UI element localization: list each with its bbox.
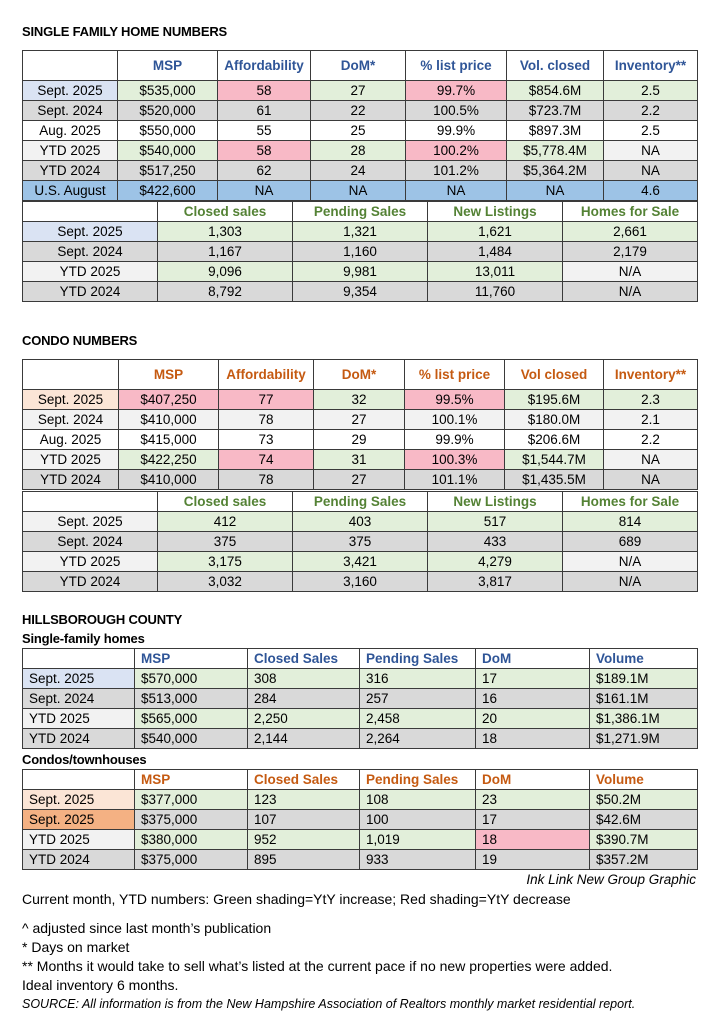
cell: $422,600 [118, 181, 218, 201]
cell: 107 [248, 810, 360, 830]
cell: 1,167 [158, 242, 293, 262]
cell: $854.6M [507, 81, 604, 101]
header-closed-sales: Closed Sales [248, 649, 360, 669]
table-row [23, 101, 698, 121]
row-label: YTD 2025 [23, 830, 135, 850]
header-msp: MSP [119, 360, 219, 390]
cell: 9,096 [158, 262, 293, 282]
sf-main-table [22, 50, 698, 201]
cell: 20 [476, 709, 590, 729]
row-label: YTD 2024 [23, 161, 118, 181]
cell: 2.2 [604, 101, 698, 121]
cell: 17 [476, 669, 590, 689]
table-row-us [23, 181, 698, 201]
header-dom: DoM [476, 770, 590, 790]
condo-main-table [22, 359, 698, 490]
cell: $1,435.5M [505, 470, 604, 490]
cell: 1,321 [293, 222, 428, 242]
cell: N/A [563, 552, 698, 572]
header-affordability: Affordability [219, 360, 314, 390]
header-cell [23, 51, 118, 81]
table-row [23, 669, 698, 689]
cell: 2,458 [360, 709, 476, 729]
row-label: Sept. 2024 [23, 689, 135, 709]
header-list-price: % list price [406, 51, 507, 81]
cell: 4,279 [428, 552, 563, 572]
cell: 18 [476, 729, 590, 749]
row-label: YTD 2025 [23, 141, 118, 161]
cell: 11,760 [428, 282, 563, 302]
cell: N/A [563, 572, 698, 592]
header-cell [23, 360, 119, 390]
cell: $410,000 [119, 410, 219, 430]
cell: 1,019 [360, 830, 476, 850]
cell: 9,354 [293, 282, 428, 302]
cell: $550,000 [118, 121, 218, 141]
cell: 3,817 [428, 572, 563, 592]
cell: 3,160 [293, 572, 428, 592]
cell: 284 [248, 689, 360, 709]
cell: 77 [219, 390, 314, 410]
cell: 31 [314, 450, 405, 470]
cell: 101.2% [406, 161, 507, 181]
table-row [23, 572, 698, 592]
cell: 403 [293, 512, 428, 532]
note-inventory: ** Months it would take to sell what’s listed at the current pace if no new properties were added. [22, 958, 613, 974]
table-row [23, 121, 698, 141]
table-row [23, 450, 698, 470]
table-header-row [23, 360, 698, 390]
header-vol-closed: Vol closed [505, 360, 604, 390]
cell: 952 [248, 830, 360, 850]
cell: $897.3M [507, 121, 604, 141]
hillsborough-condo-table [22, 769, 698, 870]
cell: 108 [360, 790, 476, 810]
cell: 2,264 [360, 729, 476, 749]
cell: 2,661 [563, 222, 698, 242]
cell: 689 [563, 532, 698, 552]
cell: 16 [476, 689, 590, 709]
cell: 62 [218, 161, 311, 181]
cell: $540,000 [118, 141, 218, 161]
table-row [23, 390, 698, 410]
table-header-row [23, 202, 698, 222]
cell: 2.2 [604, 430, 698, 450]
header-closed-sales: Closed sales [158, 492, 293, 512]
table-row [23, 552, 698, 572]
header-dom: DoM* [314, 360, 405, 390]
cell: 23 [476, 790, 590, 810]
cell: $565,000 [135, 709, 248, 729]
cell: 316 [360, 669, 476, 689]
cell: 61 [218, 101, 311, 121]
cell: 1,160 [293, 242, 428, 262]
row-label: Aug. 2025 [23, 430, 119, 450]
cell: 99.9% [405, 430, 505, 450]
header-pending-sales: Pending Sales [293, 492, 428, 512]
cell: 100 [360, 810, 476, 830]
cell: NA [218, 181, 311, 201]
cell: $410,000 [119, 470, 219, 490]
cell: 58 [218, 141, 311, 161]
header-inventory: Inventory** [604, 360, 698, 390]
cell: N/A [563, 282, 698, 302]
note-ideal-inventory: Ideal inventory 6 months. [22, 977, 179, 993]
cell: $180.0M [505, 410, 604, 430]
header-homes-for-sale: Homes for Sale [563, 492, 698, 512]
row-label: Sept. 2024 [23, 101, 118, 121]
row-label: YTD 2025 [23, 709, 135, 729]
cell: 123 [248, 790, 360, 810]
cell: 100.3% [405, 450, 505, 470]
table-row [23, 810, 698, 830]
header-cell [23, 649, 135, 669]
cell: 375 [158, 532, 293, 552]
header-pending-sales: Pending Sales [293, 202, 428, 222]
cell: 22 [311, 101, 406, 121]
cell: 4.6 [604, 181, 698, 201]
row-label: U.S. August [23, 181, 118, 201]
cell: $422,250 [119, 450, 219, 470]
cell: 2.5 [604, 81, 698, 101]
cell: $42.6M [590, 810, 698, 830]
row-label: YTD 2024 [23, 470, 119, 490]
cell: 29 [314, 430, 405, 450]
cell: $377,000 [135, 790, 248, 810]
cell: 9,981 [293, 262, 428, 282]
table-row [23, 709, 698, 729]
header-msp: MSP [135, 770, 248, 790]
cell: 99.5% [405, 390, 505, 410]
cell: 2.1 [604, 410, 698, 430]
cell: $517,250 [118, 161, 218, 181]
cell: 27 [314, 470, 405, 490]
cell: 101.1% [405, 470, 505, 490]
cell: $1,386.1M [590, 709, 698, 729]
header-vol-closed: Vol. closed [507, 51, 604, 81]
header-volume: Volume [590, 770, 698, 790]
cell: 55 [218, 121, 311, 141]
row-label: YTD 2024 [23, 572, 158, 592]
row-label: Sept. 2025 [23, 512, 158, 532]
cell: 19 [476, 850, 590, 870]
table-row [23, 850, 698, 870]
cell: $535,000 [118, 81, 218, 101]
cell: 24 [311, 161, 406, 181]
cell: 78 [219, 470, 314, 490]
cell: $206.6M [505, 430, 604, 450]
cell: NA [604, 141, 698, 161]
cell: 1,484 [428, 242, 563, 262]
table-row [23, 532, 698, 552]
cell: 412 [158, 512, 293, 532]
cell: 17 [476, 810, 590, 830]
row-label: Sept. 2024 [23, 242, 158, 262]
cell: $1,544.7M [505, 450, 604, 470]
header-closed-sales: Closed Sales [248, 770, 360, 790]
cell: $50.2M [590, 790, 698, 810]
note-caret: ^ adjusted since last month’s publication [22, 920, 272, 936]
table-row [23, 242, 698, 262]
row-label: YTD 2025 [23, 262, 158, 282]
cell: $407,250 [119, 390, 219, 410]
cell: N/A [563, 262, 698, 282]
cell: 933 [360, 850, 476, 870]
header-pending-sales: Pending Sales [360, 770, 476, 790]
cell: 2,179 [563, 242, 698, 262]
table-header-row [23, 492, 698, 512]
cell: NA [507, 181, 604, 201]
hillsborough-title: HILLSBOROUGH COUNTY [22, 612, 183, 627]
cell: 257 [360, 689, 476, 709]
cell: $570,000 [135, 669, 248, 689]
cell: NA [406, 181, 507, 201]
hillsborough-sf-subtitle: Single-family homes [22, 631, 145, 646]
note-days-on-market: * Days on market [22, 939, 130, 955]
cell: 100.5% [406, 101, 507, 121]
condo-section-title: CONDO NUMBERS [22, 333, 138, 348]
cell: 3,032 [158, 572, 293, 592]
row-label: Sept. 2024 [23, 410, 119, 430]
row-label: Sept. 2025 [23, 390, 119, 410]
header-pending-sales: Pending Sales [360, 649, 476, 669]
cell: 2,144 [248, 729, 360, 749]
cell: $195.6M [505, 390, 604, 410]
header-inventory: Inventory** [604, 51, 698, 81]
cell: NA [604, 450, 698, 470]
table-row [23, 830, 698, 850]
graphic-credit: Ink Link New Group Graphic [526, 872, 696, 887]
table-row [23, 161, 698, 181]
cell: 25 [311, 121, 406, 141]
hillsborough-condo-subtitle: Condos/townhouses [22, 752, 147, 767]
table-row [23, 729, 698, 749]
cell: $723.7M [507, 101, 604, 121]
row-label: Sept. 2025 [23, 669, 135, 689]
cell: 517 [428, 512, 563, 532]
cell: 2,250 [248, 709, 360, 729]
source-note: SOURCE: All information is from the New Hampshire Association of Realtors monthly market residential report. [22, 997, 636, 1011]
cell: $357.2M [590, 850, 698, 870]
table-row [23, 790, 698, 810]
header-new-listings: New Listings [428, 202, 563, 222]
cell: 32 [314, 390, 405, 410]
cell: 100.1% [405, 410, 505, 430]
header-affordability: Affordability [218, 51, 311, 81]
table-row [23, 141, 698, 161]
header-msp: MSP [118, 51, 218, 81]
hillsborough-sf-table [22, 648, 698, 749]
cell: $540,000 [135, 729, 248, 749]
sf-section-title: SINGLE FAMILY HOME NUMBERS [22, 24, 227, 39]
cell: 895 [248, 850, 360, 870]
cell: 308 [248, 669, 360, 689]
shading-legend: Current month, YTD numbers: Green shading=YtY increase; Red shading=YtY decrease [22, 891, 571, 907]
row-label: YTD 2024 [23, 282, 158, 302]
row-label: Sept. 2025 [23, 222, 158, 242]
row-label: YTD 2025 [23, 450, 119, 470]
table-row [23, 430, 698, 450]
table-row [23, 512, 698, 532]
table-row [23, 262, 698, 282]
cell: 1,621 [428, 222, 563, 242]
cell: 8,792 [158, 282, 293, 302]
cell: 814 [563, 512, 698, 532]
header-list-price: % list price [405, 360, 505, 390]
cell: $380,000 [135, 830, 248, 850]
sf-sales-table [22, 201, 698, 302]
header-cell [23, 492, 158, 512]
row-label: Sept. 2025 [23, 81, 118, 101]
table-header-row [23, 770, 698, 790]
table-row [23, 689, 698, 709]
table-row [23, 222, 698, 242]
cell: $1,271.9M [590, 729, 698, 749]
cell: 3,421 [293, 552, 428, 572]
cell: 27 [314, 410, 405, 430]
cell: 99.7% [406, 81, 507, 101]
table-row [23, 81, 698, 101]
cell: 73 [219, 430, 314, 450]
cell: $5,778.4M [507, 141, 604, 161]
header-closed-sales: Closed sales [158, 202, 293, 222]
row-label: Sept. 2025 [23, 810, 135, 830]
row-label: YTD 2025 [23, 552, 158, 572]
header-new-listings: New Listings [428, 492, 563, 512]
cell: 2.5 [604, 121, 698, 141]
header-dom: DoM [476, 649, 590, 669]
cell: NA [311, 181, 406, 201]
row-label: YTD 2024 [23, 850, 135, 870]
header-cell [23, 770, 135, 790]
cell: $513,000 [135, 689, 248, 709]
table-row [23, 470, 698, 490]
cell: 375 [293, 532, 428, 552]
row-label: Aug. 2025 [23, 121, 118, 141]
cell: NA [604, 470, 698, 490]
cell: 433 [428, 532, 563, 552]
table-header-row [23, 51, 698, 81]
table-row [23, 410, 698, 430]
cell: $5,364.2M [507, 161, 604, 181]
row-label: Sept. 2025 [23, 790, 135, 810]
cell: 3,175 [158, 552, 293, 572]
cell: 99.9% [406, 121, 507, 141]
cell: 28 [311, 141, 406, 161]
cell: 1,303 [158, 222, 293, 242]
row-label: Sept. 2024 [23, 532, 158, 552]
table-header-row [23, 649, 698, 669]
cell: $161.1M [590, 689, 698, 709]
cell: 13,011 [428, 262, 563, 282]
cell: $375,000 [135, 810, 248, 830]
cell: $189.1M [590, 669, 698, 689]
header-msp: MSP [135, 649, 248, 669]
header-cell [23, 202, 158, 222]
cell: $390.7M [590, 830, 698, 850]
row-label: YTD 2024 [23, 729, 135, 749]
cell: NA [604, 161, 698, 181]
cell: 58 [218, 81, 311, 101]
cell: 100.2% [406, 141, 507, 161]
cell: $520,000 [118, 101, 218, 121]
cell: $375,000 [135, 850, 248, 870]
cell: 74 [219, 450, 314, 470]
header-volume: Volume [590, 649, 698, 669]
cell: $415,000 [119, 430, 219, 450]
cell: 78 [219, 410, 314, 430]
cell: 2.3 [604, 390, 698, 410]
header-homes-for-sale: Homes for Sale [563, 202, 698, 222]
header-dom: DoM* [311, 51, 406, 81]
condo-sales-table [22, 491, 698, 592]
table-row [23, 282, 698, 302]
cell: 27 [311, 81, 406, 101]
cell: 18 [476, 830, 590, 850]
